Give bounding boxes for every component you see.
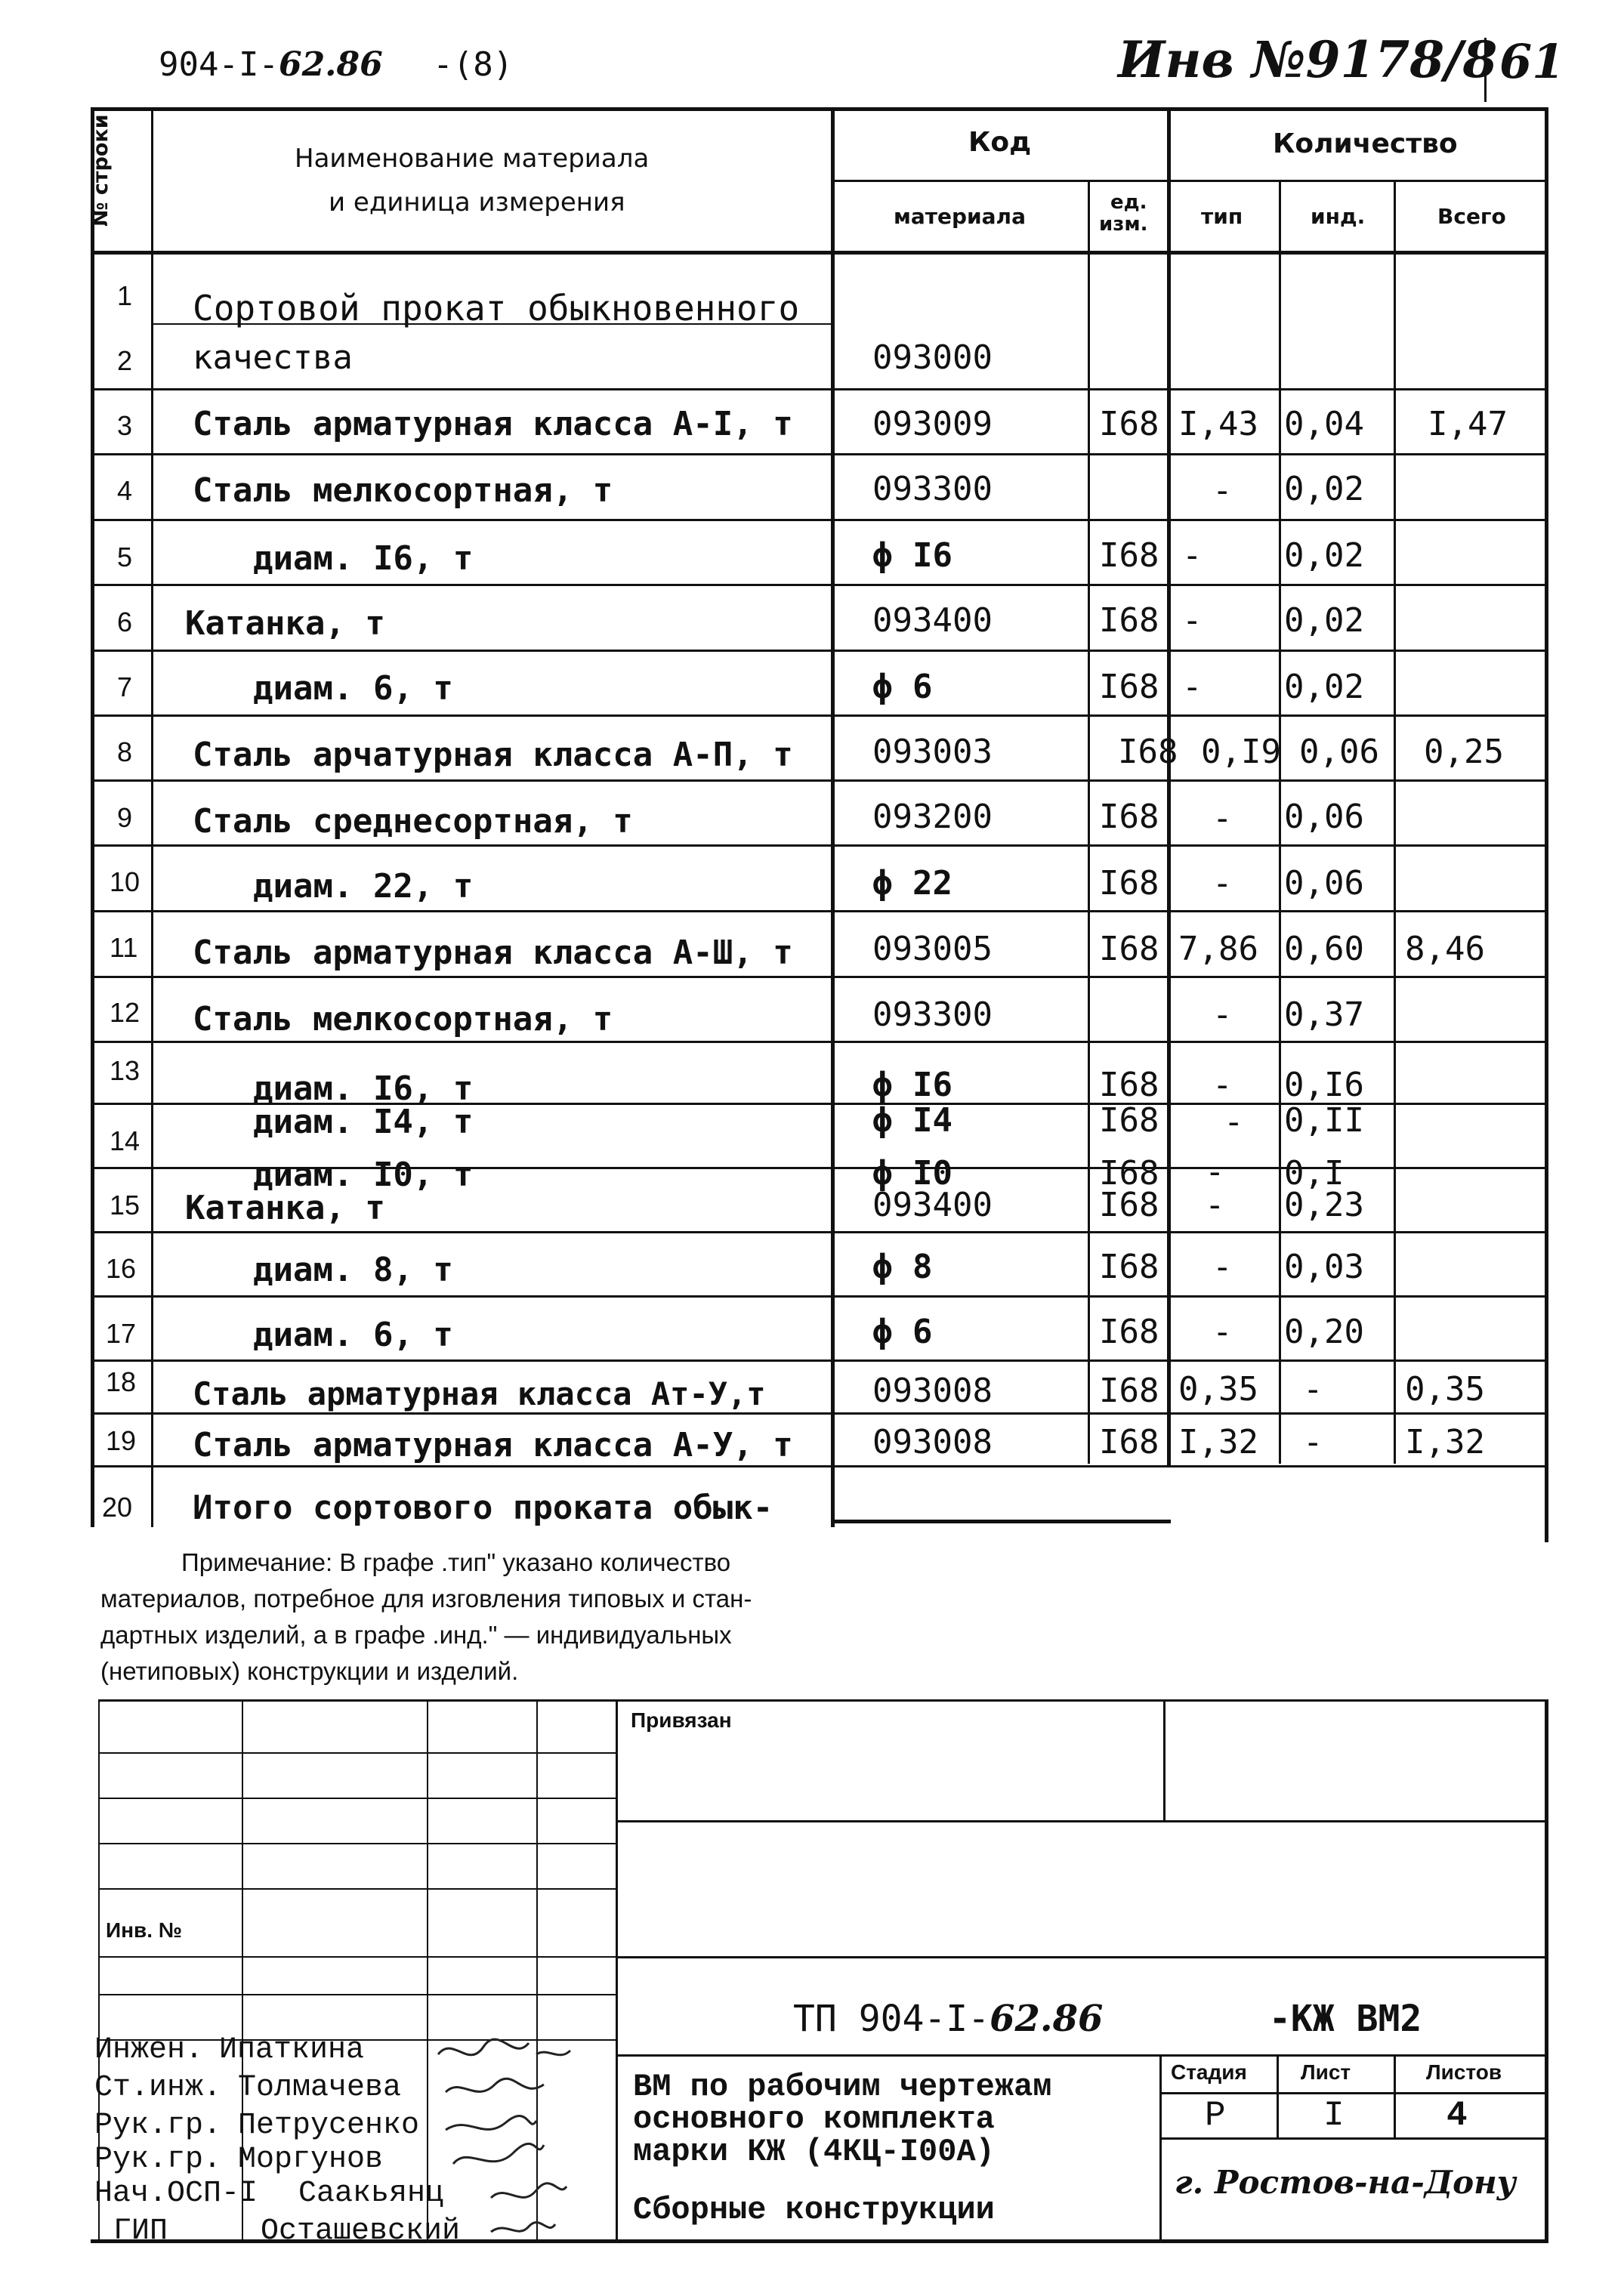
row-unit: I68 [1099,1423,1159,1461]
row-unit: I68 [1099,601,1159,640]
row-number: 7 [117,671,133,702]
row-total: I,32 [1405,1423,1485,1461]
code-group-header: Код [968,127,1032,158]
row-ind: 0,23 [1284,1186,1364,1224]
row-type: I,32 [1178,1423,1258,1461]
signatures-image [423,2032,619,2251]
row-type: 0,35 [1178,1370,1258,1409]
row-name: Сталь арматурная класса Ат-У,т [193,1375,766,1412]
row-number: 5 [117,542,133,572]
person-role: ГИП [113,2214,168,2248]
row-type: - [1205,1186,1225,1224]
row-name: диам. 6, т [253,669,453,708]
row-code: ϕ 8 [872,1248,933,1286]
person-role: Нач.ОСП-I [94,2177,258,2211]
row-number: 19 [106,1425,137,1456]
sheet-value: I [1323,2096,1345,2135]
row-number: 20 [102,1492,133,1523]
row-ind: 0,37 [1284,995,1364,1034]
row-number: 11 [110,932,138,963]
row-number: 16 [106,1253,137,1284]
row-name: Итого сортового проката обык- [193,1489,773,1527]
row-unit: I68 [1099,536,1159,575]
row-unit: I68 [1099,1313,1159,1351]
person-role: Инжен. [94,2033,204,2067]
row-ind: 0,06 [1284,864,1364,903]
row-name: диам. 22, т [253,867,474,906]
row-code: 093000 [872,338,993,377]
row-type: - [1212,864,1233,903]
row-ind: 0,02 [1284,470,1364,508]
row-ind: 0,02 [1284,668,1364,706]
row-number: 12 [110,997,140,1028]
row-number-header: № строки [89,114,113,227]
row-code: 093300 [872,995,993,1034]
row-number: 1 [117,280,133,311]
row-type: - [1212,471,1233,510]
quantity-group-header: Количество [1273,128,1458,159]
row-name: диам. I6, т [253,539,474,578]
row-name: качества [193,338,353,377]
row-name: Сталь арматурная класса А-У, т [193,1426,793,1464]
row-ind: 0,02 [1284,536,1364,575]
city-handwritten: г. Ростов-на-Дону [1175,2164,1516,2201]
row-number: 10 [110,866,140,897]
title-line: марки КЖ (4КЦ-I00А) [633,2134,995,2170]
note-line: материалов, потребное для изговления типовых и стан- [100,1585,752,1613]
title-line: Сборные конструкции [633,2192,995,2228]
row-unit: I68 [1099,1372,1159,1410]
person-role: Ст.инж. [94,2071,222,2105]
title-line: основного комплекта [633,2101,995,2137]
sheets-label: Листов [1426,2060,1502,2084]
row-name: диам. I4, т [253,1103,474,1141]
row-unit: I68 [1099,1066,1159,1104]
row-name: Сталь мелкосортная, т [193,471,613,510]
row-type: - [1212,1066,1233,1104]
row-code: 093400 [872,1186,993,1224]
row-code: ϕ 6 [872,1313,933,1351]
row-unit: I68 [1099,930,1159,968]
row-ind: - [1303,1370,1323,1409]
row-number: 3 [117,410,133,441]
row-type: 0,I9 [1201,733,1281,771]
person-name: Моргунов [238,2143,384,2177]
row-name: Сталь мелкосортная, т [193,1000,613,1038]
row-code: 093005 [872,930,993,968]
person-role: Рук.гр. [94,2109,222,2143]
row-code: 093009 [872,405,993,443]
row-name: диам. I0, т [253,1156,474,1194]
row-code: 093003 [872,733,993,771]
doc-number-handwritten: 62.86 [278,45,383,84]
person-role: Рук.гр. [94,2143,222,2177]
doc-number-header [159,45,513,84]
row-name: диам. 8, т [253,1251,453,1289]
row-ind: 0,I [1284,1154,1345,1193]
row-code: 093008 [872,1423,993,1461]
row-name: диам. I6, т [253,1069,474,1108]
row-type: - [1212,1313,1233,1351]
row-total: 0,35 [1405,1370,1485,1409]
stage-value: Р [1205,2096,1226,2135]
row-code: ϕ I6 [872,536,952,575]
row-ind: 0,04 [1284,405,1364,443]
row-number: 15 [110,1190,140,1221]
row-name: диам. 6, т [253,1316,453,1354]
row-code: 093300 [872,470,993,508]
row-type: - [1182,668,1203,706]
code-unit-header-line1: ед. [1110,191,1147,214]
row-unit: I68 [1099,1186,1159,1224]
title-line: ВМ по рабочим чертежам [633,2069,1052,2105]
person-name: Саакьянц [298,2177,444,2211]
row-number: 9 [117,802,133,833]
code-unit-header-line2: изм. [1099,213,1148,236]
row-code: ϕ 6 [872,668,933,706]
sheet-label: Лист [1301,2060,1351,2084]
person-name: Ипаткина [219,2033,365,2067]
row-unit: I68 [1118,733,1178,771]
row-number: 8 [117,736,133,767]
row-code: ϕ 22 [872,864,952,903]
row-number: 18 [106,1366,137,1397]
row-number: 2 [117,345,133,376]
row-type: - [1224,1103,1244,1141]
name-column-header-line2: и единица измерения [329,187,625,218]
row-unit: I68 [1099,668,1159,706]
row-number: 17 [106,1318,137,1349]
sheet-number: 61 [1499,34,1565,89]
doc-code-handwritten: 62.86 [990,1998,1104,2040]
quantity-total-header: Всего [1437,204,1506,229]
quantity-type-header: тип [1201,204,1243,229]
row-code: 093200 [872,798,993,836]
row-name: Сталь арчатурная класса А-П, т [193,736,793,774]
row-name: Сортовой прокат обыкновенного [193,288,800,329]
note-line: дартных изделий, а в графе .инд." — индивидуальных [100,1621,732,1649]
stage-label: Стадия [1171,2060,1247,2084]
row-name: Катанка, т [185,604,385,643]
row-total: I,47 [1428,405,1508,443]
row-unit: I68 [1099,1101,1159,1140]
person-name: Толмачева [238,2071,402,2105]
row-code: ϕ I4 [872,1101,952,1140]
row-ind: 0,I6 [1284,1066,1364,1104]
row-type: - [1212,1248,1233,1286]
row-type: - [1205,1153,1225,1191]
row-type: - [1182,536,1203,575]
doc-code-prefix: ТП 904-I- [793,1998,990,2040]
row-number: 14 [110,1125,140,1156]
row-name: Сталь среднесортная, т [193,802,633,841]
code-material-header: материала [894,204,1026,229]
row-ind: 0,06 [1299,733,1379,771]
doc-prefix: 904-I- [159,45,279,84]
header-divider [1484,38,1487,102]
row-ind: 0,03 [1284,1248,1364,1286]
person-name: Петрусенко [238,2109,420,2143]
doc-suffix: -(8) [433,45,514,84]
inventory-label: Инв. № [106,1918,183,1942]
note-line: Примечание: В графе .тип" указано количество [181,1548,731,1576]
row-number: 4 [117,475,133,506]
row-total: 0,25 [1424,733,1504,771]
row-code: ϕ I0 [872,1154,952,1193]
person-name: Осташевский [261,2214,461,2248]
row-name: Сталь арматурная класса А-Ш, т [193,934,793,972]
inventory-number: Инв №9178/8 [1118,30,1498,89]
row-code: 093008 [872,1372,993,1410]
row-code: ϕ I6 [872,1066,952,1104]
bound-label: Привязан [631,1708,732,1732]
row-type: 7,86 [1178,930,1258,968]
row-unit: I68 [1099,798,1159,836]
doc-code [793,1998,1103,2040]
row-type: - [1212,995,1233,1034]
row-total: 8,46 [1405,930,1485,968]
row-name: Сталь арматурная класса А-I, т [193,405,793,443]
row-ind: - [1303,1423,1323,1461]
row-name: Катанка, т [185,1189,385,1227]
row-ind: 0,60 [1284,930,1364,968]
doc-code-suffix: -КЖ ВМ2 [1269,1998,1422,2040]
row-number: 6 [117,606,133,637]
row-ind: 0,20 [1284,1313,1364,1351]
row-ind: 0,II [1284,1101,1364,1140]
row-unit: I68 [1099,1154,1159,1193]
row-ind: 0,06 [1284,798,1364,836]
row-unit: I68 [1099,864,1159,903]
sheets-value: 4 [1446,2096,1468,2135]
row-unit: I68 [1099,1248,1159,1286]
row-type: - [1182,601,1203,640]
row-type: I,43 [1178,405,1258,443]
name-column-header-line1: Наименование материала [295,144,650,174]
row-code: 093400 [872,601,993,640]
row-number: 13 [110,1055,140,1086]
note-line: (нетиповых) конструкции и изделий. [100,1657,519,1685]
row-unit: I68 [1099,405,1159,443]
row-type: - [1212,799,1233,838]
quantity-ind-header: инд. [1311,204,1366,229]
row-ind: 0,02 [1284,601,1364,640]
